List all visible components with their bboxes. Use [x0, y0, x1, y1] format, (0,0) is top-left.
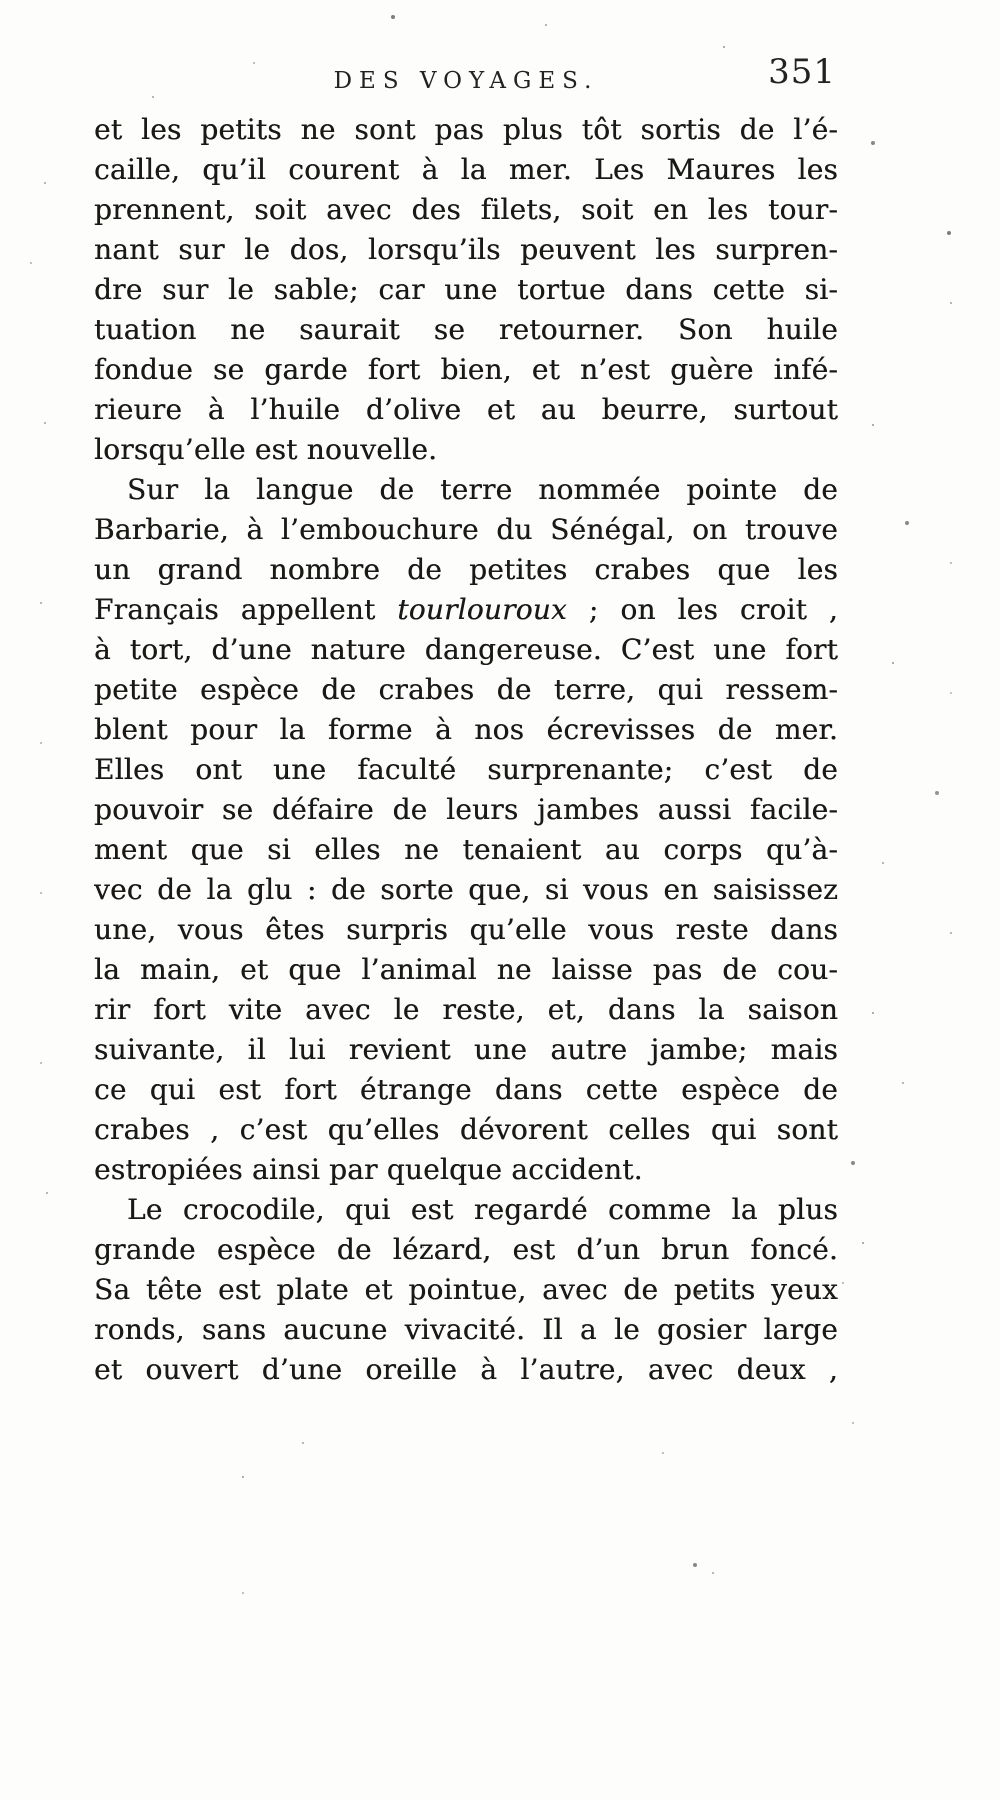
text-line: Elles ont une faculté surprenante; c’est de [94, 753, 838, 786]
text-line: caille, qu’il courent à la mer. Les Maures les [94, 153, 838, 186]
text-block [94, 110, 838, 1390]
paragraph [94, 110, 838, 470]
text-line: fondue se garde fort bien, et n’est guère infé- [94, 353, 838, 386]
running-header [94, 52, 838, 100]
text-line: et les petits ne sont pas plus tôt sortis de l’é- [94, 113, 838, 146]
text-line: lorsqu’elle est nouvelle. [94, 433, 438, 466]
text-line: Barbarie, à l’embouchure du Sénégal, on trouve [94, 513, 838, 546]
header-title: DES VOYAGES. [333, 68, 599, 94]
text-line: Sa tête est plate et pointue, avec de petits yeux [94, 1273, 838, 1306]
text-line: et ouvert d’une oreille à l’autre, avec deux , [94, 1353, 838, 1386]
text-segment: Français appellent [94, 593, 398, 626]
text-line: crabes , c’est qu’elles dévorent celles qui sont [94, 1113, 838, 1146]
text-line: prennent, soit avec des filets, soit en les tour- [94, 193, 838, 226]
text-line: à tort, d’une nature dangereuse. C’est une fort [94, 633, 838, 666]
text-line: rieure à l’huile d’olive et au beurre, surtout [94, 393, 838, 426]
text-line: nant sur le dos, lorsqu’ils peuvent les surpren- [94, 233, 838, 266]
paragraph [94, 470, 838, 1190]
text-line: grande espèce de lézard, est d’un brun foncé. [94, 1233, 838, 1266]
text-line: ment que si elles ne tenaient au corps qu’à- [94, 833, 838, 866]
text-line: suivante, il lui revient une autre jambe; mais [94, 1033, 838, 1066]
italic-word: tourlouroux [397, 593, 567, 626]
paragraph [94, 1190, 838, 1390]
text-line: ce qui est fort étrange dans cette espèce de [94, 1073, 838, 1106]
text-line: dre sur le sable; car une tortue dans cette si- [94, 273, 838, 306]
text-segment: ; on les croit , [566, 593, 838, 626]
text-line: rir fort vite avec le reste, et, dans la saison [94, 993, 838, 1026]
text-line: la main, et que l’animal ne laisse pas de cou- [94, 953, 838, 986]
text-line: vec de la glu : de sorte que, si vous en saisissez [94, 873, 838, 906]
text-line: un grand nombre de petites crabes que les [94, 553, 838, 586]
text-line: Sur la langue de terre nommée pointe de [127, 473, 838, 506]
text-line: petite espèce de crabes de terre, qui ressem- [94, 673, 838, 706]
text-line: tuation ne saurait se retourner. Son huile [94, 313, 838, 346]
text-line: pouvoir se défaire de leurs jambes aussi facile- [94, 793, 838, 826]
text-line: Le crocodile, qui est regardé comme la plus [127, 1193, 838, 1226]
text-line: ronds, sans aucune vivacité. Il a le gosier large [94, 1313, 838, 1346]
text-line: blent pour la forme à nos écrevisses de mer. [94, 713, 838, 746]
page-number: 351 [768, 52, 836, 92]
text-line [94, 590, 838, 630]
scan-noise-specks [0, 0, 2, 2]
text-line: estropiées ainsi par quelque accident. [94, 1153, 643, 1186]
text-line: une, vous êtes surpris qu’elle vous reste dans [94, 913, 838, 946]
